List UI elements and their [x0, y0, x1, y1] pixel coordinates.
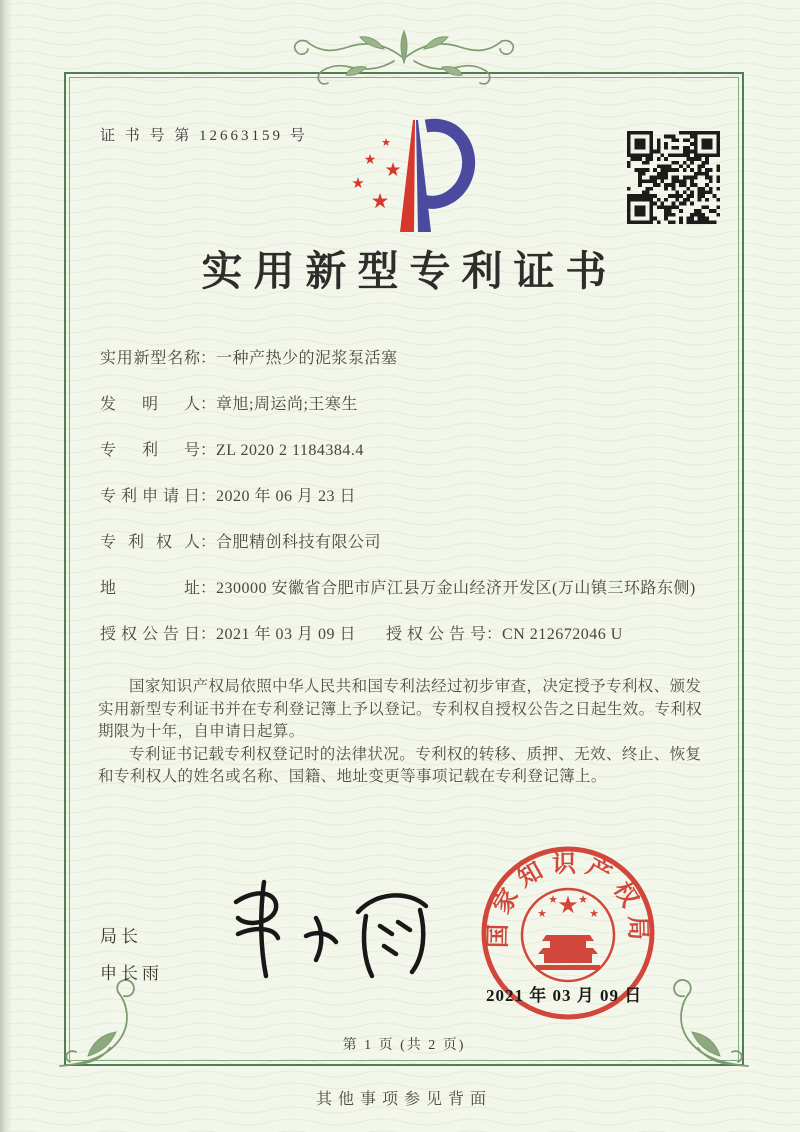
qr-code: [627, 131, 720, 224]
officer-signature: [212, 868, 442, 998]
top-flourish-ornament: [274, 22, 534, 88]
legal-text: [98, 676, 706, 789]
field-value: 2021 年 03 月 09 日: [216, 626, 357, 643]
field-value: 一种产热少的泥浆泵活塞: [216, 350, 398, 367]
certificate-number: 证 书 号 第 12663159 号: [100, 128, 308, 144]
field-separator: ：: [200, 442, 217, 459]
svg-text:★: ★: [351, 174, 365, 192]
seal-date: 2021 年 03 月 09 日: [486, 986, 643, 1005]
field-value: 2020 年 06 月 23 日: [216, 488, 357, 505]
svg-text:★: ★: [548, 893, 558, 906]
field-label: 授权公告号: [386, 626, 487, 643]
commissioner-name: 申长雨: [100, 964, 163, 983]
field-separator: ：: [486, 626, 503, 643]
svg-text:★: ★: [537, 907, 547, 920]
field-label: 地址: [100, 580, 200, 597]
field-separator: ：: [200, 488, 217, 505]
certificate-title: 实用新型专利证书: [201, 248, 618, 294]
field-value: 230000 安徽省合肥市庐江县万金山经济开发区(万山镇三环路东侧): [216, 580, 696, 597]
cnipa-logo: [330, 114, 476, 238]
field-label: 专利权人: [100, 534, 200, 551]
field-row-grant: [100, 622, 706, 648]
field-row-inventors: [100, 392, 706, 418]
back-side-note: 其他事项参见背面: [315, 1091, 492, 1108]
commissioner-title: 局长: [100, 927, 142, 946]
legal-paragraph: 国家知识产权局依照中华人民共和国专利法经过初步审查，决定授予专利权、颁发实用新型专利证书并在专利登记簿上予以登记。专利权自授权公告之日起生效。专利权期限为十年，自申请日起算。: [98, 678, 703, 740]
field-pair-grant-number: [386, 622, 623, 648]
field-row-utility-model-name: [100, 346, 706, 372]
field-label: 专利号: [100, 442, 200, 459]
field-separator: ：: [200, 626, 217, 643]
svg-text:★: ★: [363, 152, 377, 168]
svg-text:★: ★: [589, 907, 599, 920]
field-pair-grant-date: [100, 622, 356, 648]
field-label: 专利申请日: [100, 488, 200, 505]
national-emblem: [522, 889, 614, 981]
legal-paragraph: 专利证书记载专利权登记时的法律状况。专利权的转移、质押、无效、终止、恢复和专利权人的姓名或名称、国籍、地址变更等事项记载在专利登记簿上。: [98, 745, 702, 785]
field-value: ZL 2020 2 1184384.4: [216, 442, 364, 459]
svg-text:★: ★: [557, 891, 579, 919]
field-row-address: [100, 576, 706, 602]
page-number: 第 1 页 (共 2 页): [342, 1038, 466, 1053]
field-value: 章旭;周运尚;王寒生: [216, 396, 358, 413]
svg-text:★: ★: [384, 159, 402, 181]
svg-text:★: ★: [381, 136, 391, 149]
svg-text:★: ★: [578, 893, 588, 906]
field-value: CN 212672046 U: [502, 626, 623, 643]
scan-edge-shadow: [0, 0, 12, 1132]
field-separator: ：: [200, 350, 217, 367]
field-separator: ：: [200, 580, 217, 597]
seal-agency-text: 国家知识产权局: [485, 851, 651, 949]
commissioner-block: [100, 918, 163, 992]
field-list: [100, 346, 706, 648]
field-value: 合肥精创科技有限公司: [216, 534, 382, 551]
field-label: 授权公告日: [100, 626, 200, 643]
field-row-patent-number: [100, 438, 706, 464]
svg-text:★: ★: [370, 189, 390, 213]
field-row-filing-date: [100, 484, 706, 510]
field-separator: ：: [200, 396, 217, 413]
field-label: 实用新型名称: [100, 350, 200, 367]
field-separator: ：: [200, 534, 217, 551]
field-row-patentee: [100, 530, 706, 556]
field-label: 发明人: [100, 396, 200, 413]
